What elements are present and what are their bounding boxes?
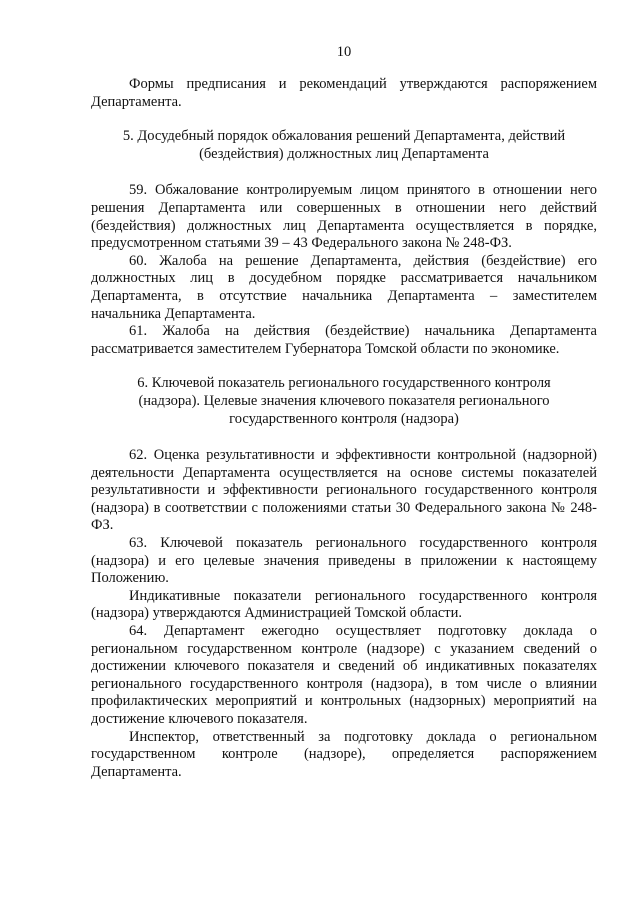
paragraph-60: 60. Жалоба на решение Департамента, действия (бездействие) его должностных лиц в досудебном порядке рассматривается начальником Департамента, в отсутствие начальника Департамента – заместителем начальника Департамента. bbox=[91, 252, 597, 322]
paragraph-61: 61. Жалоба на действия (бездействие) начальника Департамента рассматривается заместителем Губернатора Томской области по экономике. bbox=[91, 323, 597, 357]
paragraph-59: 59. Обжалование контролируемым лицом принятого в отношении него решения Департамента или совершенных в отношении него действий (бездействия) должностных лиц Департамента осуществляется в порядке, предусмотренном статьями 39 – 43 Федерального закона № 248-ФЗ. bbox=[91, 182, 597, 252]
paragraph-indicative: Индикативные показатели регионального государственного контроля (надзора) утверждаются Администрацией Томской области. bbox=[91, 587, 597, 622]
section-5-heading bbox=[101, 128, 587, 163]
section-6-body bbox=[91, 447, 597, 781]
section-6-heading bbox=[101, 375, 587, 428]
paragraph-64: 64. Департамент ежегодно осуществляет подготовку доклада о региональном государственном контроле (надзоре) с указанием сведений о достижении ключевого показателя и сведений об индикативных показателях регионального государственного контроля (надзора), в том числе о влиянии профилактических мероприятий и контрольных (надзорных) мероприятий на достижение ключевого показателя. bbox=[91, 623, 597, 727]
section-5-heading-line: (бездействия) должностных лиц Департамента bbox=[199, 145, 489, 162]
paragraph-inspector: Инспектор, ответственный за подготовку доклада о региональном государственном контроле (надзоре), определяется распоряжением Департамента. bbox=[91, 728, 597, 780]
section-5-body bbox=[91, 182, 597, 358]
section-6-heading-line: (надзора). Целевые значения ключевого показателя регионального bbox=[138, 392, 550, 409]
section-6-heading-line: государственного контроля (надзора) bbox=[229, 410, 459, 427]
intro-paragraph: Формы предписания и рекомендаций утверждаются распоряжением Департамента. bbox=[91, 76, 597, 110]
section-6-heading-line: 6. Ключевой показатель регионального государственного контроля bbox=[137, 375, 551, 392]
page-number: 10 bbox=[336, 44, 352, 60]
paragraph-63: 63. Ключевой показатель регионального государственного контроля (надзора) и его целевые значения приведены в приложении к настоящему Положению. bbox=[91, 535, 597, 587]
paragraph-62: 62. Оценка результативности и эффективности контрольной (надзорной) деятельности Департамента осуществляется на основе системы показателей результативности и эффективности регионального государственного контроля (надзора) в соответствии с положениями статьи 30 Федерального закона № 248-ФЗ. bbox=[91, 447, 597, 534]
section-5-heading-line: 5. Досудебный порядок обжалования решений Департамента, действий bbox=[122, 128, 566, 145]
